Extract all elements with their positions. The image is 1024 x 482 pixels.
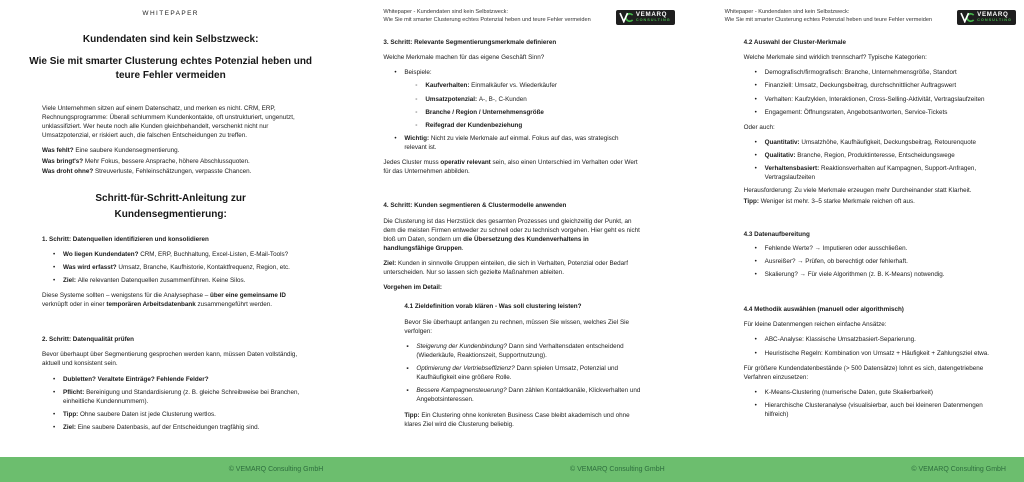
text-run: temporären Arbeitsdatenbank xyxy=(106,301,196,308)
bullet-item xyxy=(744,138,990,147)
text-run: Eine saubere Datenbasis, auf der Entscheidungen tragfähig sind. xyxy=(77,424,260,431)
bullet-marker-icon: • xyxy=(754,271,757,278)
bullet-marker-icon: • xyxy=(53,410,56,418)
bullet-text xyxy=(63,250,288,259)
bullet-marker-icon: • xyxy=(754,336,757,344)
text-run: Nicht zu viele Merkmale auf einmal. Fokus auf das, was strategisch relevant ist. xyxy=(404,134,619,151)
text-run: 4. Schritt: Kunden segmentieren & Clustermodelle anwenden xyxy=(383,202,567,210)
text-run: Diese Systeme sollten – wenigstens für die Analysephase – xyxy=(42,291,211,299)
paragraph xyxy=(744,320,990,329)
bullet-text xyxy=(63,410,216,419)
bullet-text xyxy=(63,276,245,285)
text-run: ABC-Analyse: Klassische Umsatzbasiert-Separierung. xyxy=(764,336,916,344)
paragraph xyxy=(42,146,299,155)
paragraph xyxy=(404,411,640,429)
text-run: verknüpft oder in einer xyxy=(42,301,107,308)
bullet-text xyxy=(765,401,990,419)
bullet-marker-icon: • xyxy=(754,69,757,77)
text-run: Welche Merkmale sind wirklich trennscharf? Typische Kategorien: xyxy=(743,54,927,62)
bullet-marker-icon: • xyxy=(754,108,757,116)
text-run: Heuristische Regeln: Kombination von Umsatz + Häufigkeit + Zahlungsziel etwa. xyxy=(764,349,990,357)
text-run: Steigerung der Kundenbindung? xyxy=(416,342,508,350)
bullet-item xyxy=(42,375,299,384)
text-run: Wo liegen Kundendaten? xyxy=(63,250,141,258)
text-run: Kunden in sinnvolle Gruppen einteilen, die sich in Verhalten, Potenzial oder Bedarf unterscheiden. Nur so lassen sich gezielte Maßnahmen ableiten. xyxy=(383,260,629,277)
running-header-line1: Whitepaper - Kundendaten sind kein Selbstzweck: xyxy=(383,9,509,15)
bullet-text xyxy=(404,68,431,77)
bullet-text xyxy=(425,121,522,130)
logo-name: VEMARQ xyxy=(977,11,1009,18)
text-run: 4.3 Datenaufbereitung xyxy=(743,230,810,238)
paragraph xyxy=(383,158,640,176)
text-run: Finanziell: Umsatz, Deckungsbeitrag, durchschnittlicher Auftragswert xyxy=(764,82,957,90)
bullet-marker-icon: ◦ xyxy=(415,121,418,129)
bullet-item xyxy=(42,250,299,259)
bullet-text xyxy=(765,138,976,147)
bullet-text xyxy=(765,349,989,358)
text-run: Mehr Fokus, bessere Ansprache, höhere Abschlussquoten. xyxy=(84,157,250,165)
section-heading xyxy=(404,302,640,311)
bullet-item xyxy=(42,276,299,285)
bullet-item xyxy=(744,95,990,104)
logo-name: VEMARQ xyxy=(635,11,668,18)
bullet-marker-icon: ◦ xyxy=(415,95,418,103)
text-run: Branche / Region / Unternehmensgröße xyxy=(425,108,544,116)
bullet-item xyxy=(383,68,640,77)
bullet-item xyxy=(744,164,990,182)
section-heading xyxy=(744,230,990,239)
text-run: Qualitativ: xyxy=(764,152,798,159)
vemarq-logo xyxy=(957,10,1016,25)
bullet-marker-icon: • xyxy=(53,250,56,258)
bullet-text xyxy=(425,95,526,104)
spacer xyxy=(744,283,990,295)
copyright-text: © VEMARQ Consulting GmbH xyxy=(911,466,1006,473)
page-1-content xyxy=(0,104,341,433)
running-header-line2: Wie Sie mit smarter Clusterung echtes Potenzial heben und teure Fehler vermeiden xyxy=(724,16,933,23)
page-1-footer-bar xyxy=(0,457,341,482)
page-3-header xyxy=(683,0,1024,25)
bullet-item xyxy=(744,335,990,344)
paragraph xyxy=(744,197,990,206)
text-run: zusammengeführt werden. xyxy=(195,301,273,308)
text-run: Umsatzpotenzial: xyxy=(425,95,479,103)
bullet-marker-icon: • xyxy=(754,349,757,357)
paragraph xyxy=(744,364,990,382)
bullet-item xyxy=(42,410,299,419)
paragraph xyxy=(383,259,640,277)
bullet-text xyxy=(765,151,955,160)
spacer xyxy=(42,315,299,325)
text-run: Bevor Sie überhaupt anfangen zu rechnen, müssen Sie wissen, welches Ziel Sie verfolgen: xyxy=(404,318,630,335)
bullet-item xyxy=(744,388,990,397)
bullet-text xyxy=(404,134,640,152)
paragraph xyxy=(744,123,990,132)
text-run: Fehlende Werte? → Imputieren oder ausschließen. xyxy=(764,244,908,252)
text-run: Ausreißer? → Prüfen, ob berechtigt oder fehlerhaft. xyxy=(764,257,908,265)
section-heading xyxy=(383,38,640,47)
vemarq-monogram-icon xyxy=(960,12,975,23)
bullet-text xyxy=(765,388,933,397)
bullet-item xyxy=(744,257,990,266)
bullet-marker-icon: ◦ xyxy=(415,108,418,116)
bullet-marker-icon: • xyxy=(394,134,397,142)
text-run: Reifegrad der Kundenbeziehung xyxy=(425,121,523,129)
text-run: 3. Schritt: Relevante Segmentierungsmerkmale definieren xyxy=(383,39,557,46)
running-header xyxy=(725,9,932,25)
bullet-text xyxy=(416,386,640,404)
bullet-marker-icon: • xyxy=(53,263,56,271)
bullet-text xyxy=(765,95,985,104)
bullet-marker-icon: ▪ xyxy=(406,365,409,372)
bullet-marker-icon: ▪ xyxy=(406,342,409,350)
text-run: Herausforderung: Zu viele Merkmale erzeugen mehr Durcheinander statt Klarheit. xyxy=(743,187,972,195)
bullet-marker-icon: • xyxy=(754,138,757,146)
text-run: Pflicht: xyxy=(63,388,87,396)
text-run: Hierarchische Clusteranalyse (visualisierbar, auch bei kleineren Datenmengen hilfreich) xyxy=(764,402,983,419)
paragraph xyxy=(383,283,640,292)
bullet-item xyxy=(383,81,640,90)
page-2 xyxy=(341,0,682,482)
text-run: Für größere Kundendatenbestände (> 500 Datensätze) lohnt es sich, datengetriebene Verfahren einzusetzen: xyxy=(743,364,984,381)
text-run: Ein Clustering ohne konkreten Business Case bleibt akademisch und ohne klares Ziel wird die Clusterung beliebig. xyxy=(404,411,630,428)
bullet-marker-icon: ▪ xyxy=(406,387,409,395)
bullet-item xyxy=(744,81,990,90)
text-run: Die Clusterung ist das Herzstück des gesamten Prozesses und gleichzeitig der Punkt, an dem die meisten Firmen entweder zu schnell oder zu technisch vorgehen. Hier geht es nicht bloß um Daten, sondern um xyxy=(383,217,640,243)
text-run: Optimierung der Vertriebseffizienz? xyxy=(416,365,515,372)
paragraph xyxy=(42,157,299,166)
bullet-marker-icon: • xyxy=(394,69,397,77)
bullet-text xyxy=(416,364,640,382)
bullet-text xyxy=(765,270,945,279)
copyright-text: © VEMARQ Consulting GmbH xyxy=(570,466,665,473)
paragraph xyxy=(42,167,299,176)
text-run: Tipp: xyxy=(743,198,761,205)
text-run: Tipp: xyxy=(63,410,81,418)
bullet-text xyxy=(416,342,640,360)
bullet-marker-icon: • xyxy=(754,257,757,265)
text-run: Ohne saubere Daten ist jede Clusterung wertlos. xyxy=(80,410,216,418)
text-run: Branche, Region, Produktinteresse, Entscheidungswege xyxy=(797,152,955,159)
bullet-item xyxy=(383,95,640,104)
section-heading xyxy=(42,335,299,344)
paragraph xyxy=(383,53,640,62)
bullet-text xyxy=(425,108,544,117)
text-run: Weniger ist mehr. 3–5 starke Merkmale reichen oft aus. xyxy=(760,198,915,205)
section-heading xyxy=(383,201,640,210)
text-run: K-Means-Clustering (numerische Daten, gute Skalierbarkeit) xyxy=(764,388,933,396)
bullet-item xyxy=(404,386,640,404)
text-run: Ziel: xyxy=(383,260,399,267)
text-run: Was fehlt? xyxy=(42,147,76,154)
text-run: Verhaltensbasiert: xyxy=(764,165,822,173)
bullet-text xyxy=(765,68,957,77)
bullet-text xyxy=(765,257,908,266)
bullet-text xyxy=(63,375,209,384)
copyright-text: © VEMARQ Consulting GmbH xyxy=(228,466,324,473)
paragraph xyxy=(744,186,990,195)
text-run: Dann sind Verhaltensdaten entscheidend (Wiederkäufe, Reaktionszeit, Supportnutzung). xyxy=(416,342,624,359)
bullet-marker-icon: • xyxy=(53,388,56,396)
bullet-marker-icon: • xyxy=(53,375,56,383)
text-run: operativ relevant xyxy=(440,159,491,167)
paragraph xyxy=(42,291,299,309)
section-heading xyxy=(744,305,990,314)
text-run: Was wird erfasst? xyxy=(63,263,119,271)
paragraph xyxy=(42,104,299,141)
bullet-marker-icon: • xyxy=(53,276,56,284)
bullet-item xyxy=(744,270,990,279)
bullet-item xyxy=(404,342,640,360)
text-run: A-, B-, C-Kunden xyxy=(478,95,527,103)
page-1 xyxy=(0,0,341,482)
page-2-header xyxy=(341,0,682,25)
page-3-content xyxy=(683,38,1024,419)
bullet-item xyxy=(42,263,299,272)
text-run: Streuverluste, Fehleinschätzungen, verpasste Chancen. xyxy=(94,168,252,176)
bullet-marker-icon: • xyxy=(754,244,757,252)
logo-text xyxy=(636,12,671,23)
bullet-text xyxy=(765,244,908,253)
bullet-text xyxy=(765,108,948,117)
document-title-line2: Wie Sie mit smarter Clusterung echtes Potenzial heben und teure Fehler vermeiden xyxy=(29,55,313,81)
running-header-line2: Wie Sie mit smarter Clusterung echtes Potenzial heben und teure Fehler vermeiden xyxy=(383,16,591,23)
section-heading xyxy=(744,38,990,47)
bullet-item xyxy=(744,151,990,160)
bullet-marker-icon: • xyxy=(53,424,56,431)
text-run: Verhalten: Kaufzyklen, Interaktionen, Cross-Selling-Aktivität, Vertragslaufzeiten xyxy=(764,95,985,103)
bullet-item xyxy=(383,108,640,117)
bullet-item xyxy=(744,401,990,419)
running-header xyxy=(383,9,590,25)
text-run: Für kleine Datenmengen reichen einfache Ansätze: xyxy=(743,321,887,329)
text-run: Demografisch/firmografisch: Branche, Unternehmensgröße, Standort xyxy=(764,69,957,77)
text-run: Reaktionsverhalten auf Kampagnen, Support-Anfragen, Vertragslaufzeiten xyxy=(764,165,977,182)
vemarq-monogram-icon xyxy=(619,12,634,23)
spacer xyxy=(383,182,640,191)
text-run: die Übersetzung des Kundenverhaltens in handlungsfähige Gruppen xyxy=(383,235,589,252)
text-run: Einmalkäufer vs. Wiederkäufer xyxy=(471,82,557,90)
logo-tagline: CONSULTING xyxy=(635,18,671,23)
text-run: Umsatzhöhe, Kaufhäufigkeit, Deckungsbeitrag, Retourenquote xyxy=(801,138,977,146)
bullet-marker-icon: • xyxy=(754,82,757,90)
text-run: Dann spielen Umsatz, Potenzial und Kaufhäufigkeit eine größere Rolle. xyxy=(416,365,619,382)
bullet-item xyxy=(744,244,990,253)
bullet-marker-icon: • xyxy=(754,165,757,173)
bullet-text xyxy=(765,164,990,182)
text-run: Kaufverhalten: xyxy=(425,82,472,90)
paragraph xyxy=(42,350,299,368)
bullet-item xyxy=(42,388,299,406)
bullet-marker-icon: • xyxy=(754,388,757,396)
text-run: Beispiele: xyxy=(404,69,432,77)
text-run: Ziel: xyxy=(63,424,78,431)
text-run: Quantitativ: xyxy=(764,138,802,146)
text-run: Engagement: Öffnungsraten, Angebotsantworten, Service-Tickets xyxy=(764,108,948,116)
whitepaper-kicker: WHITEPAPER xyxy=(142,10,199,17)
logo-tagline: CONSULTING xyxy=(977,18,1012,23)
paragraph xyxy=(744,53,990,62)
text-run: Oder auch: xyxy=(743,123,775,131)
text-run: sein, also einen Unterschied im Verhalten oder Wert für das Unternehmen abbilden. xyxy=(383,159,638,176)
text-run: Bessere Kampagnensteuerung? xyxy=(416,387,507,395)
text-run: 4.4 Methodik auswählen (manuell oder algorithmisch) xyxy=(743,306,904,314)
text-run: 4.1 Zieldefinition vorab klären - Was soll clustering leisten? xyxy=(404,303,582,311)
text-run: Bereinigung und Standardisierung (z. B. gleiche Schreibweise bei Branchen, einheitliche Kundennummern). xyxy=(63,388,300,405)
bullet-text xyxy=(63,263,290,272)
spacer xyxy=(744,208,990,220)
text-run: CRM, ERP, Buchhaltung, Excel-Listen, E-Mail-Tools? xyxy=(140,250,289,258)
page-3-footer-bar xyxy=(683,457,1024,482)
paragraph xyxy=(404,318,640,336)
text-run: Umsatz, Branche, Kaufhistorie, Kontaktfrequenz, Region, etc. xyxy=(118,263,290,271)
bullet-item xyxy=(744,68,990,77)
bullet-item xyxy=(383,134,640,152)
page-2-content xyxy=(341,38,682,429)
bullet-item xyxy=(744,108,990,117)
bullet-text xyxy=(765,335,916,344)
text-run: Dann zählen Kontaktkanäle, Klickverhalten und Angebotsinteressen. xyxy=(416,387,641,404)
bullet-item xyxy=(744,349,990,358)
running-header-line1: Whitepaper - Kundendaten sind kein Selbstzweck: xyxy=(724,9,850,15)
text-run: 1. Schritt: Datenquellen identifizieren und konsolidieren xyxy=(42,236,209,244)
text-run: 2. Schritt: Datenqualität prüfen xyxy=(42,336,135,344)
bullet-text xyxy=(765,81,956,90)
text-run: Ziel: xyxy=(63,276,78,284)
paragraph xyxy=(383,217,640,254)
text-run: Wichtig: xyxy=(404,134,431,142)
bullet-item xyxy=(404,364,640,382)
document-title-line1: Kundendaten sind kein Selbstzweck: xyxy=(82,34,259,45)
bullet-marker-icon: • xyxy=(754,152,757,159)
page-2-footer-bar xyxy=(341,457,682,482)
text-run: Welche Merkmale machen für das eigene Geschäft Sinn? xyxy=(383,54,545,62)
logo-text xyxy=(977,12,1012,23)
text-run: Dubletten? Veraltete Einträge? Fehlende Felder? xyxy=(63,375,209,383)
text-run: Skalierung? → Für viele Algorithmen (z. B. K-Means) notwendig. xyxy=(764,271,945,278)
bullet-item xyxy=(42,423,299,432)
text-run: . xyxy=(461,244,464,252)
text-run: Eine saubere Kundensegmentierung. xyxy=(75,147,180,154)
page-3 xyxy=(683,0,1024,482)
bullet-text xyxy=(63,423,259,432)
text-run: Bevor überhaupt über Segmentierung gesprochen werden kann, müssen Daten vollständig, aktuell und konsistent sein. xyxy=(42,351,298,368)
text-run: 4.2 Auswahl der Cluster-Merkmale xyxy=(743,39,846,46)
section-heading xyxy=(42,235,299,244)
text-run: Tipp: xyxy=(404,411,422,419)
bullet-text xyxy=(63,388,299,406)
bullet-marker-icon: ◦ xyxy=(415,82,418,90)
text-run: Viele Unternehmen sitzen auf einem Datenschatz, und merken es nicht. CRM, ERP, Rechnungsprogramme: Überall schlummern Kundenkontakte, oft unstrukturiert, ungenutzt, unklassifiziert. Wer heute noch alle Kunden gleichbehandelt, verschenkt nicht nur Umsatzpotenzial, er riskiert auch, die falschen Entscheidungen zu treffen. xyxy=(42,104,295,139)
text-run: Schritt-für-Schritt-Anleitung zur Kundensegmentierung: xyxy=(95,193,246,221)
vemarq-logo xyxy=(616,10,675,25)
text-run: Was droht ohne? xyxy=(42,168,95,176)
bullet-item xyxy=(383,121,640,130)
text-run: Alle relevanten Datenquellen zusammenführen. Keine Silos. xyxy=(77,276,246,284)
bullet-marker-icon: • xyxy=(754,402,757,409)
text-run: über eine gemeinsame ID xyxy=(210,291,286,299)
text-run: Was bringt's? xyxy=(42,157,85,165)
text-run: Vorgehen im Detail: xyxy=(383,284,442,292)
bullet-marker-icon: • xyxy=(754,95,757,103)
bullet-text xyxy=(425,81,557,90)
text-run: Jedes Cluster muss xyxy=(383,159,441,167)
centered-heading xyxy=(42,191,299,223)
